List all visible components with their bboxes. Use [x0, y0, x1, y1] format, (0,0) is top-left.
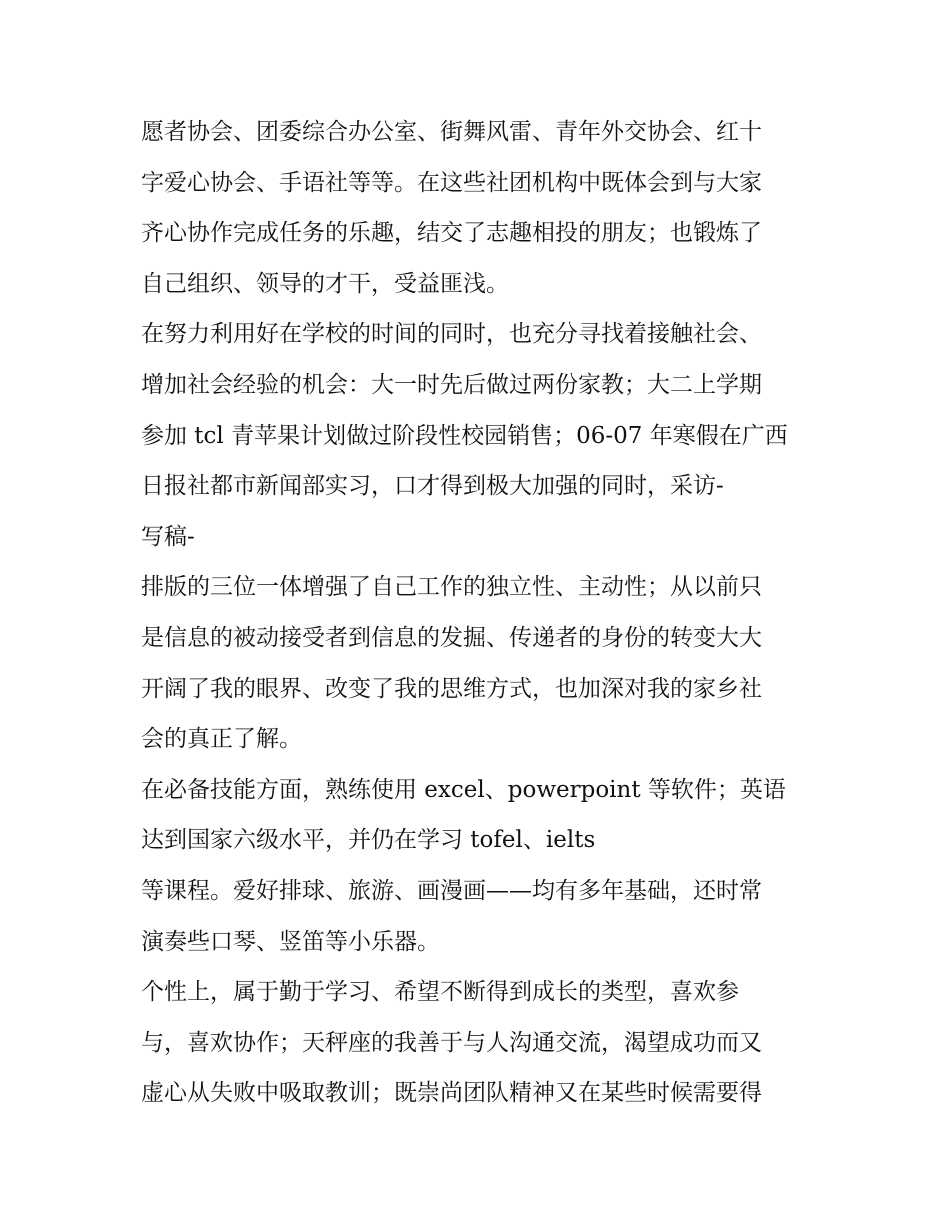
text-line: 演奏些口琴、竖笛等小乐器。: [141, 928, 440, 955]
text-line: 会的真正了解。: [141, 726, 302, 753]
text-line: 开阔了我的眼界、改变了我的思维方式，也加深对我的家乡社: [141, 675, 762, 702]
text-line: 虚心从失败中吸取教训；既崇尚团队精神又在某些时候需要得: [141, 1080, 762, 1107]
text-line: 自己组织、领导的才干，受益匪浅。: [141, 270, 509, 297]
text-line: 参加 tcl 青苹果计划做过阶段性校园销售；06-07 年寒假在广西: [141, 422, 788, 449]
text-line: 写稿-: [141, 523, 195, 550]
text-line: 个性上，属于勤于学习、希望不断得到成长的类型，喜欢参: [141, 979, 739, 1006]
text-line: 等课程。爱好排球、旅游、画漫画——均有多年基础，还时常: [141, 877, 762, 904]
text-line: 与，喜欢协作；天秤座的我善于与人沟通交流，渴望成功而又: [141, 1029, 762, 1056]
text-line: 齐心协作完成任务的乐趣，结交了志趣相投的朋友；也锻炼了: [141, 220, 762, 247]
text-line: 在努力利用好在学校的时间的同时，也充分寻找着接触社会、: [141, 321, 762, 348]
text-line: 日报社都市新闻部实习，口才得到极大加强的同时，采访-: [141, 473, 724, 500]
text-line: 达到国家六级水平，并仍在学习 tofel、ielts: [141, 827, 596, 854]
text-line: 在必备技能方面，熟练使用 excel、powerpoint 等软件；英语: [141, 776, 786, 803]
text-line: 排版的三位一体增强了自己工作的独立性、主动性；从以前只: [141, 574, 762, 601]
document-body: [141, 107, 821, 1119]
text-line: 是信息的被动接受者到信息的发掘、传递者的身份的转变大大: [141, 624, 762, 651]
text-line: 愿者协会、团委综合办公室、街舞风雷、青年外交协会、红十: [141, 119, 762, 145]
text-line: 字爱心协会、手语社等等。在这些社团机构中既体会到与大家: [141, 169, 762, 196]
text-line: 增加社会经验的机会：大一时先后做过两份家教；大二上学期: [141, 371, 762, 398]
